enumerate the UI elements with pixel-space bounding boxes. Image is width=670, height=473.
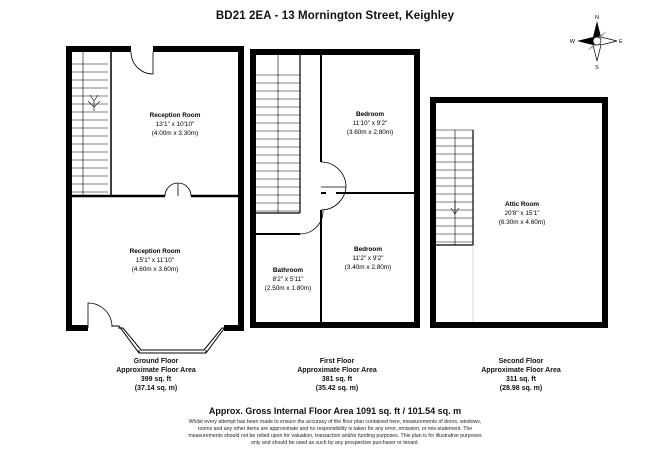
floor-area-sqm: (28.98 sq. m)	[499, 385, 543, 392]
ground-floor-plan	[66, 46, 244, 353]
floor-area-sqft: 381 sq. ft	[321, 376, 353, 383]
floor-area-sqm: (35.42 sq. m)	[315, 385, 359, 392]
disclaimer-line: measurements should not be relied upon for valuation, transaction and/or funding purposes. This plan is for illustrative purposes	[188, 433, 482, 439]
room-label-bedroom-2	[345, 246, 392, 271]
room-name: Attic Room	[504, 201, 540, 208]
floor-area-sqft: 311 sq. ft	[506, 376, 536, 383]
room-metric: (3.60m x 2.80m)	[346, 129, 394, 136]
disclaimer	[60, 419, 610, 447]
room-label-reception-2	[130, 248, 181, 273]
floor-name: First Floor	[319, 358, 355, 365]
plan-title: BD21 2EA - 13 Mornington Street, Keighley	[215, 10, 455, 22]
compass-south-label: S	[595, 65, 599, 71]
room-label-bathroom	[265, 267, 312, 292]
bedroom-1-door-swing	[321, 162, 346, 187]
floor-area-label: Approximate Floor Area	[116, 367, 196, 374]
floor-area-sqft: 399 sq. ft	[140, 376, 172, 383]
bathroom-door-swing	[300, 211, 323, 234]
disclaimer-line: Whilst every attempt has been made to ensure the accuracy of the floor plan contained here, measurements of doors, windows,	[188, 419, 482, 425]
floor-area-label: Approximate Floor Area	[297, 367, 377, 374]
room-name: Bedroom	[355, 111, 385, 118]
room-metric: (3.40m x 2.80m)	[344, 264, 392, 271]
room-label-reception-1	[150, 112, 201, 137]
room-imperial: 20'8" x 15'1"	[504, 210, 540, 217]
floor-name: Ground Floor	[133, 358, 179, 365]
room-name: Bedroom	[353, 246, 383, 253]
disclaimer-line: rooms and any other items are approximate and no responsibility is taken for any error, omission, or mis-statement. The	[197, 426, 473, 432]
gross-floor-area: Approx. Gross Internal Floor Area 1091 sq. ft / 101.54 sq. m	[208, 406, 462, 416]
room-label-bedroom-1	[347, 111, 394, 136]
room-metric: (4.00m x 3.30m)	[151, 130, 199, 137]
back-door-swing	[131, 52, 153, 74]
room-imperial: 11'10" x 9'2"	[352, 120, 388, 127]
room-imperial: 13'1" x 10'10"	[155, 121, 195, 128]
double-door-swing	[165, 183, 191, 196]
room-name: Bathroom	[272, 267, 304, 274]
ground-floor-outer-wall	[69, 49, 241, 328]
compass-rose-icon	[570, 15, 623, 71]
room-imperial: 11'2" x 9'2"	[352, 255, 384, 262]
room-name: Reception Room	[129, 248, 181, 255]
floor-name: Second Floor	[498, 358, 544, 365]
bedroom-2-door-swing	[321, 187, 346, 210]
compass-east-label: E	[619, 39, 623, 45]
room-metric: (6.30m x 4.60m)	[498, 219, 546, 226]
front-door-swing	[88, 303, 112, 328]
floor-area-sqm: (37.14 sq. m)	[134, 385, 178, 392]
room-label-attic	[499, 201, 546, 226]
room-name: Reception Room	[149, 112, 201, 119]
compass-north-label: N	[595, 15, 599, 21]
room-imperial: 15'1" x 11'10"	[135, 257, 175, 264]
room-imperial: 8'2" x 5'11"	[272, 276, 304, 283]
first-floor-caption	[272, 357, 402, 393]
room-metric: (4.60m x 3.60m)	[131, 266, 179, 273]
second-floor-caption	[456, 357, 586, 393]
disclaimer-line: only and should be used as such by any prospective purchaser or tenant.	[250, 440, 420, 446]
ground-floor-caption	[91, 357, 221, 393]
room-metric: (2.50m x 1.80m)	[264, 285, 312, 292]
floor-area-label: Approximate Floor Area	[481, 367, 561, 374]
compass-west-label: W	[569, 39, 575, 45]
